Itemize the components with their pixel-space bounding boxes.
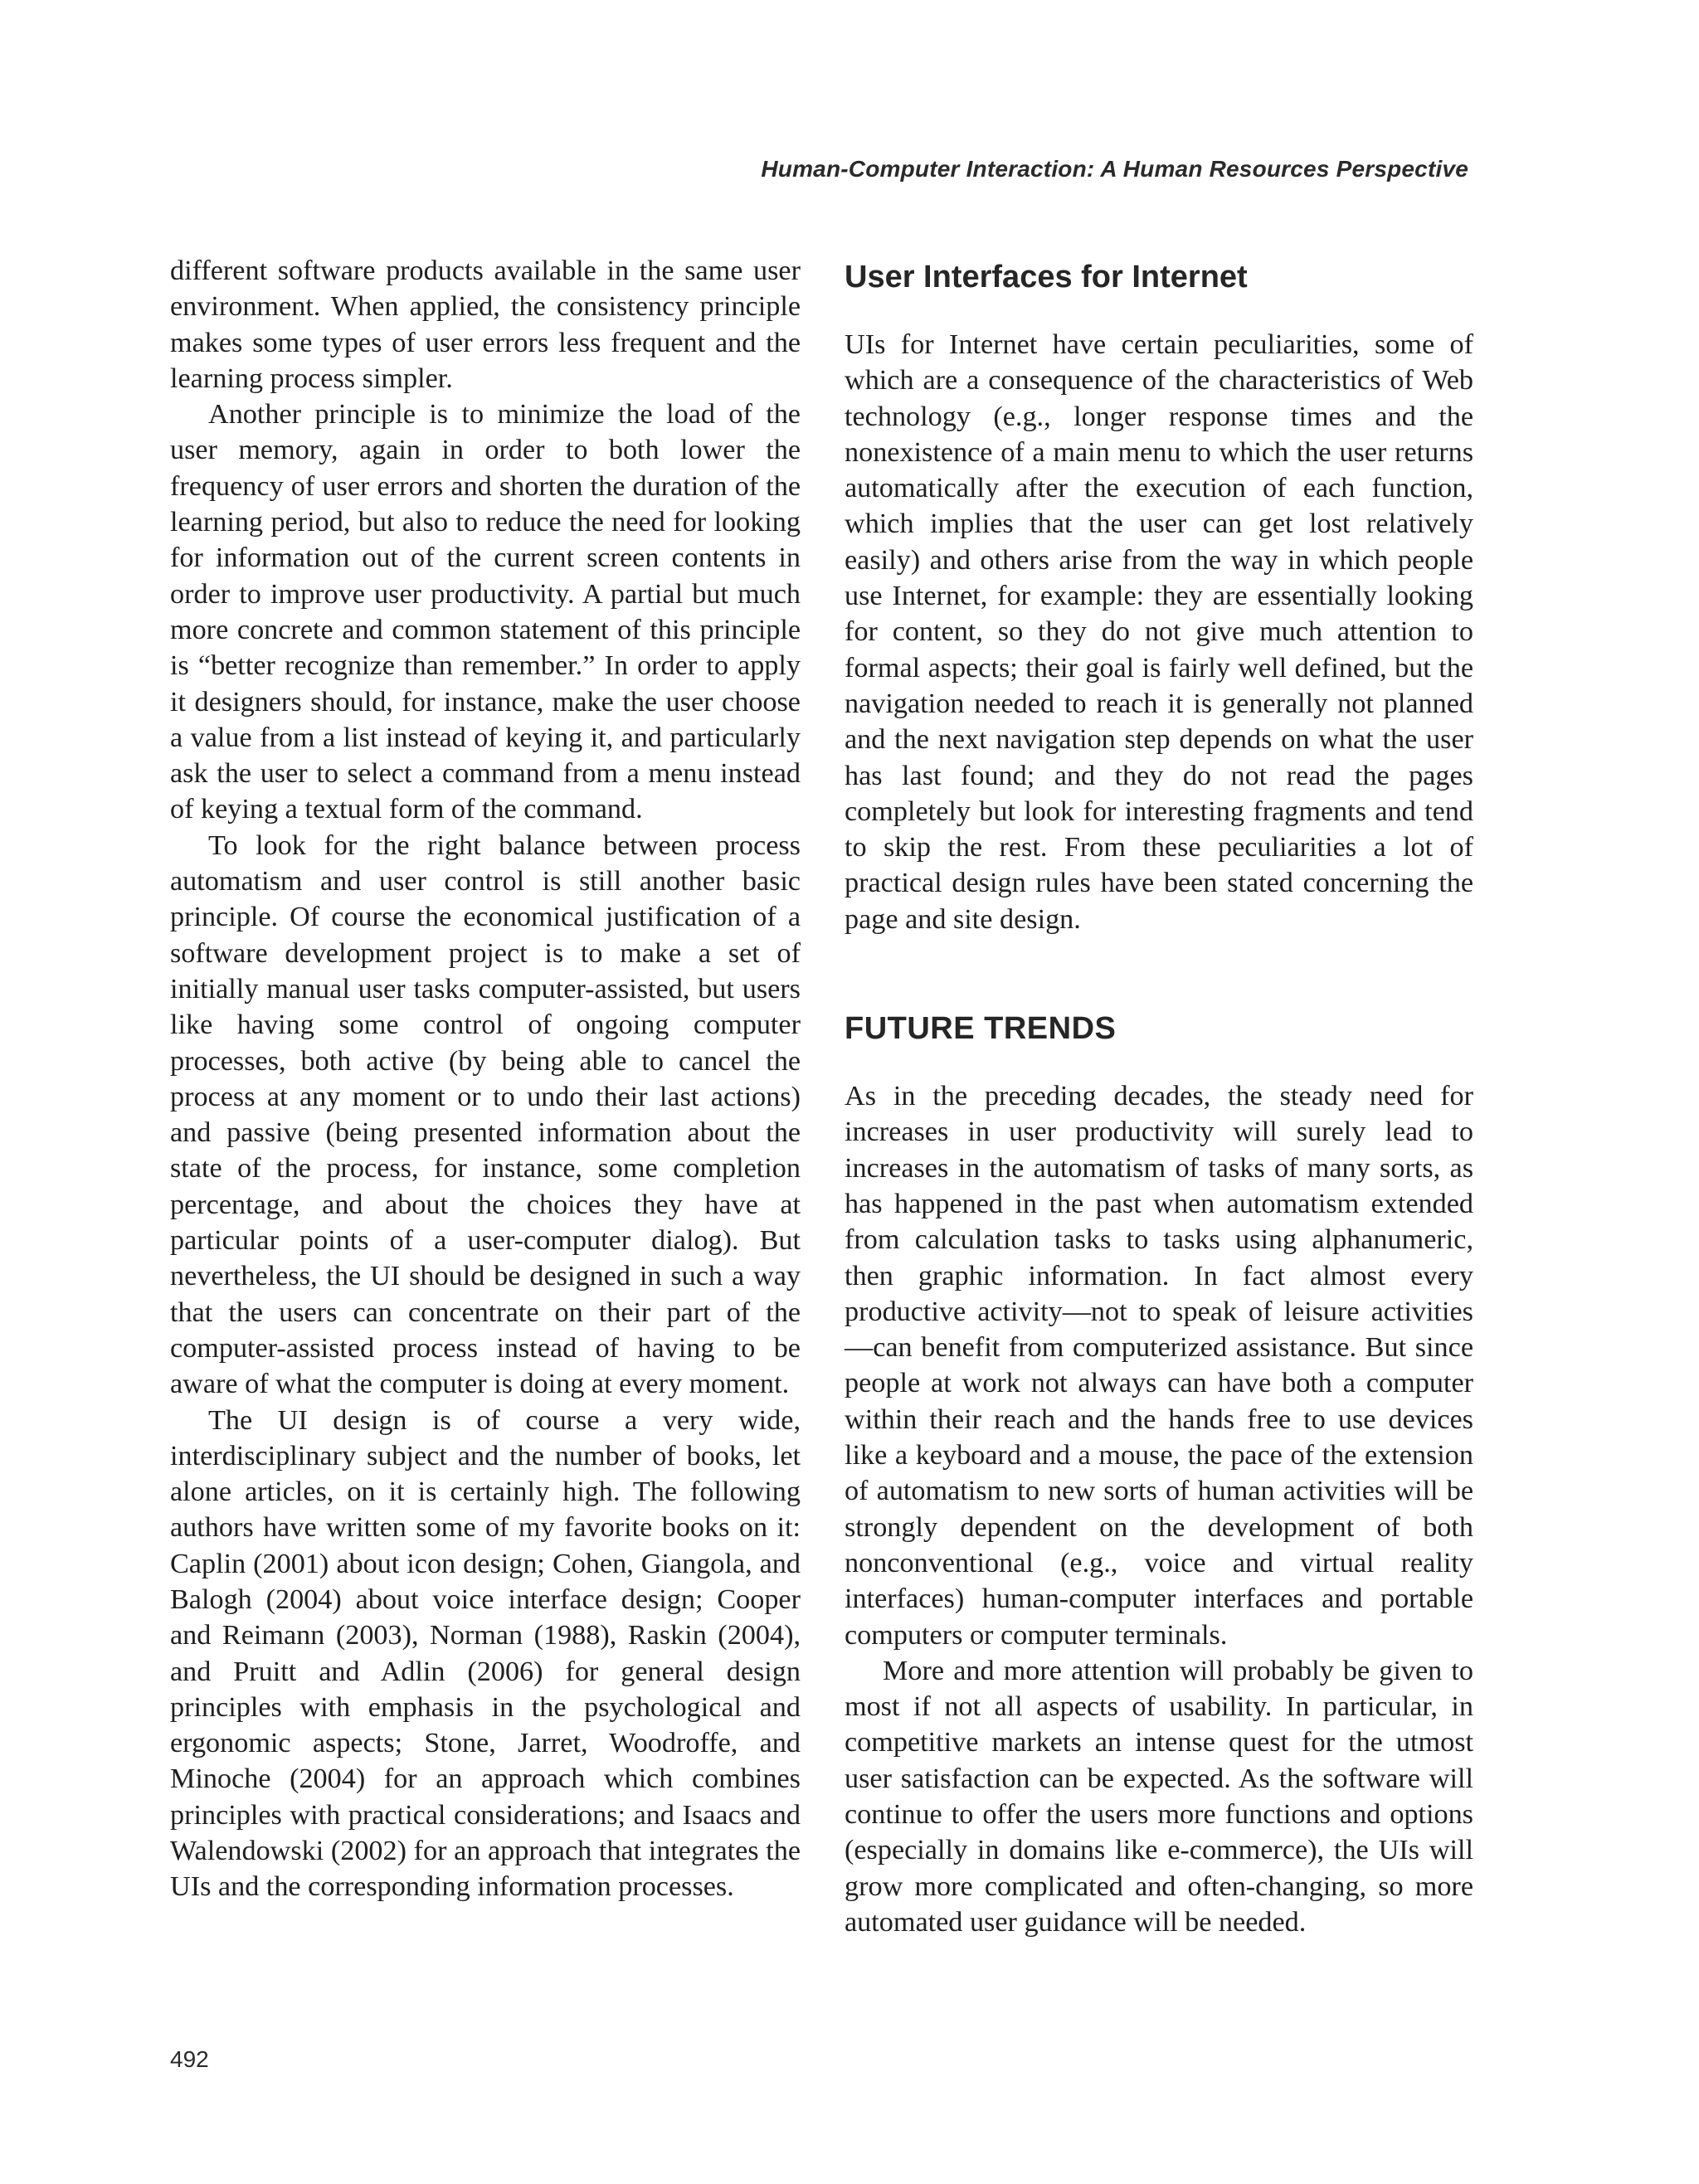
body-paragraph: different software products available in the same user environment. When applied, the consistency principle makes some types of user errors less frequent and the learning process simpler. — [170, 255, 801, 394]
section-heading-internet: User Interfaces for Internet — [845, 260, 1248, 294]
right-column — [845, 257, 1473, 1940]
body-paragraph: Another principle is to minimize the load of the user memory, again in order to both lower the frequency of user errors and shorten the duration of the learning period, but also to reduce the need for looking for information out of the current screen contents in order to improve user productivity. A partial but much more concrete and common statement of this principle is “better recognize than remember.” In order to apply it designers should, for instance, make the user choose a value from a list instead of keying it, and particularly ask the user to select a command from a menu instead of keying a textual form of the command. — [170, 399, 801, 825]
body-paragraph: As in the preceding decades, the steady need for increases in user productivity will surely lead to increases in the automatism of tasks of many sorts, as has happened in the past when automatism extended from calculation tasks to tasks using alphanumeric, then graphic information. In fact almost every productive activity—not to speak of leisure activities—can benefit from computerized assistance. But since people at work not always can have both a computer within their reach and the hands free to use devices like a keyboard and a mouse, the pace of the extension of automatism to new sorts of human activities will be strongly dependent on the development of both nonconventional (e.g., voice and virtual reality interfaces) human-computer interfaces and portable computers or computer terminals. — [845, 1081, 1473, 1651]
body-paragraph: To look for the right balance between process automatism and user control is still another basic principle. Of course the economical justification of a software development project is to make a set of initially manual user tasks computer-assisted, but users like having some control of ongoing computer processes, both active (by being able to cancel the process at any moment or to undo their last actions) and passive (being presented information about the state of the process, for instance, some completion percentage, and about the choices they have at particular points of a user-computer dialog). But nevertheless, the UI should be designed in such a way that the users can concentrate on their part of the computer-assisted process instead of having to be aware of what the computer is doing at every moment. — [170, 829, 801, 1400]
section-heading-future-trends: FUTURE TRENDS — [845, 1011, 1117, 1047]
left-column — [170, 253, 801, 1905]
body-paragraph: The UI design is of course a very wide, interdisciplinary subject and the number of books, let alone articles, on it is certainly high. The following authors have written some of my favorite books on it: Caplin (2001) about icon design; Cohen, Giangola, and Balogh (2004) about voice interface design; Cooper and Reimann (2003), Norman (1988), Raskin (2004), and Pruitt and Adlin (2006) for general design principles with emphasis in the psychological and ergonomic aspects; Stone, Jarret, Woodroffe, and Minoche (2004) for an approach which combines principles with practical considerations; and Isaacs and Walendowski (2002) for an approach that integrates the UIs and the corresponding information processes. — [170, 1404, 801, 1903]
body-paragraph: UIs for Internet have certain peculiarities, some of which are a consequence of the characteristics of Web technology (e.g., longer response times and the nonexistence of a main menu to which the user returns automatically after the execution of each function, which implies that the user can get lost relatively easily) and others arise from the way in which people use Internet, for example: they are essentially looking for content, so they do not give much attention to formal aspects; their goal is fairly well defined, but the navigation needed to reach it is generally not planned and the next navigation step depends on what the user has last found; and they do not read the pages completely but look for interesting fragments and tend to skip the rest. From these peculiarities a lot of practical design rules have been stated concerning the page and site design. — [845, 329, 1473, 935]
page-number: 492 — [170, 2046, 209, 2072]
body-paragraph: More and more attention will probably be given to most if not all aspects of usability. In particular, in competitive markets an intense quest for the utmost user satisfaction can be expected. As the software will continue to offer the users more functions and options (especially in domains like e-commerce), the UIs will grow more complicated and often-changing, so more automated user guidance will be needed. — [845, 1655, 1473, 1938]
running-header: Human-Computer Interaction: A Human Resources Perspective — [761, 156, 1468, 182]
